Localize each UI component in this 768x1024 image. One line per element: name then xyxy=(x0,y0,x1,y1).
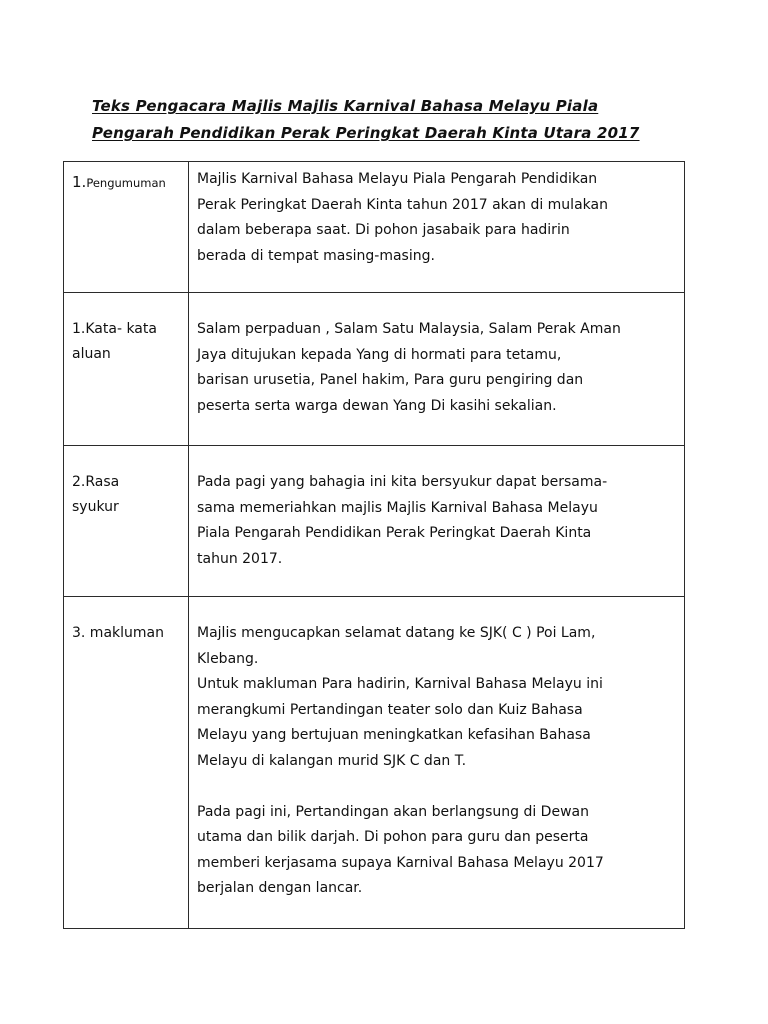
row-label-cell xyxy=(64,597,189,929)
row-content-cell xyxy=(189,162,685,293)
table-row xyxy=(64,162,685,293)
row-label-text: 2.Rasa syukur xyxy=(72,474,120,515)
row-label-cell xyxy=(64,293,189,446)
row-label-cell xyxy=(64,446,189,597)
table-row xyxy=(64,446,685,597)
row-label-cell xyxy=(64,162,189,293)
row-content-cell xyxy=(189,293,685,446)
document-title-line-1: Teks Pengacara Majlis Majlis Karnival Bahasa Melayu Piala xyxy=(92,97,599,115)
row-paragraph: Salam perpaduan , Salam Satu Malaysia, Salam Perak Aman Jaya ditujukan kepada Yang di hormati para tetamu, barisan urusetia, Panel hakim, Para guru pengiring dan peserta serta warga dewan Yang Di kasihi sekalian. xyxy=(197,321,621,414)
row-label-text: 3. makluman xyxy=(72,625,164,641)
row-paragraph: Majlis Karnival Bahasa Melayu Piala Pengarah Pendidikan Perak Peringkat Daerah Kinta tahun 2017 akan di mulakan dalam beberapa saat. Di pohon jasabaik para hadirin berada di tempat masing-masing. xyxy=(197,171,608,264)
row-label-number: 1. xyxy=(72,173,87,191)
script-table xyxy=(63,161,685,929)
table-row xyxy=(64,597,685,929)
row-paragraph: Majlis mengucapkan selamat datang ke SJK( C ) Poi Lam, Klebang. Untuk makluman Para hadirin, Karnival Bahasa Melayu ini merangkumi Pertandingan teater solo dan Kuiz Bahasa Melayu yang bertujuan meningkatkan kefasihan Bahasa Melayu di kalangan murid SJK C dan T. xyxy=(197,625,603,769)
row-paragraph: Pada pagi yang bahagia ini kita bersyukur dapat bersama- sama memeriahkan majlis Majlis Karnival Bahasa Melayu Piala Pengarah Pendidikan Perak Peringkat Daerah Kinta tahun 2017. xyxy=(197,474,608,567)
row-content-cell xyxy=(189,597,685,929)
row-label-text: 1.Kata- kata aluan xyxy=(72,321,157,362)
row-paragraph: Pada pagi ini, Pertandingan akan berlangsung di Dewan utama dan bilik darjah. Di pohon para guru dan peserta memberi kerjasama supaya Karnival Bahasa Melayu 2017 berjalan dengan lancar. xyxy=(197,803,604,897)
row-content-cell xyxy=(189,446,685,597)
table-row xyxy=(64,293,685,446)
row-label-text: Pengumuman xyxy=(86,176,166,190)
document-title-line-2: Pengarah Pendidikan Perak Peringkat Daerah Kinta Utara 2017 xyxy=(92,124,640,142)
